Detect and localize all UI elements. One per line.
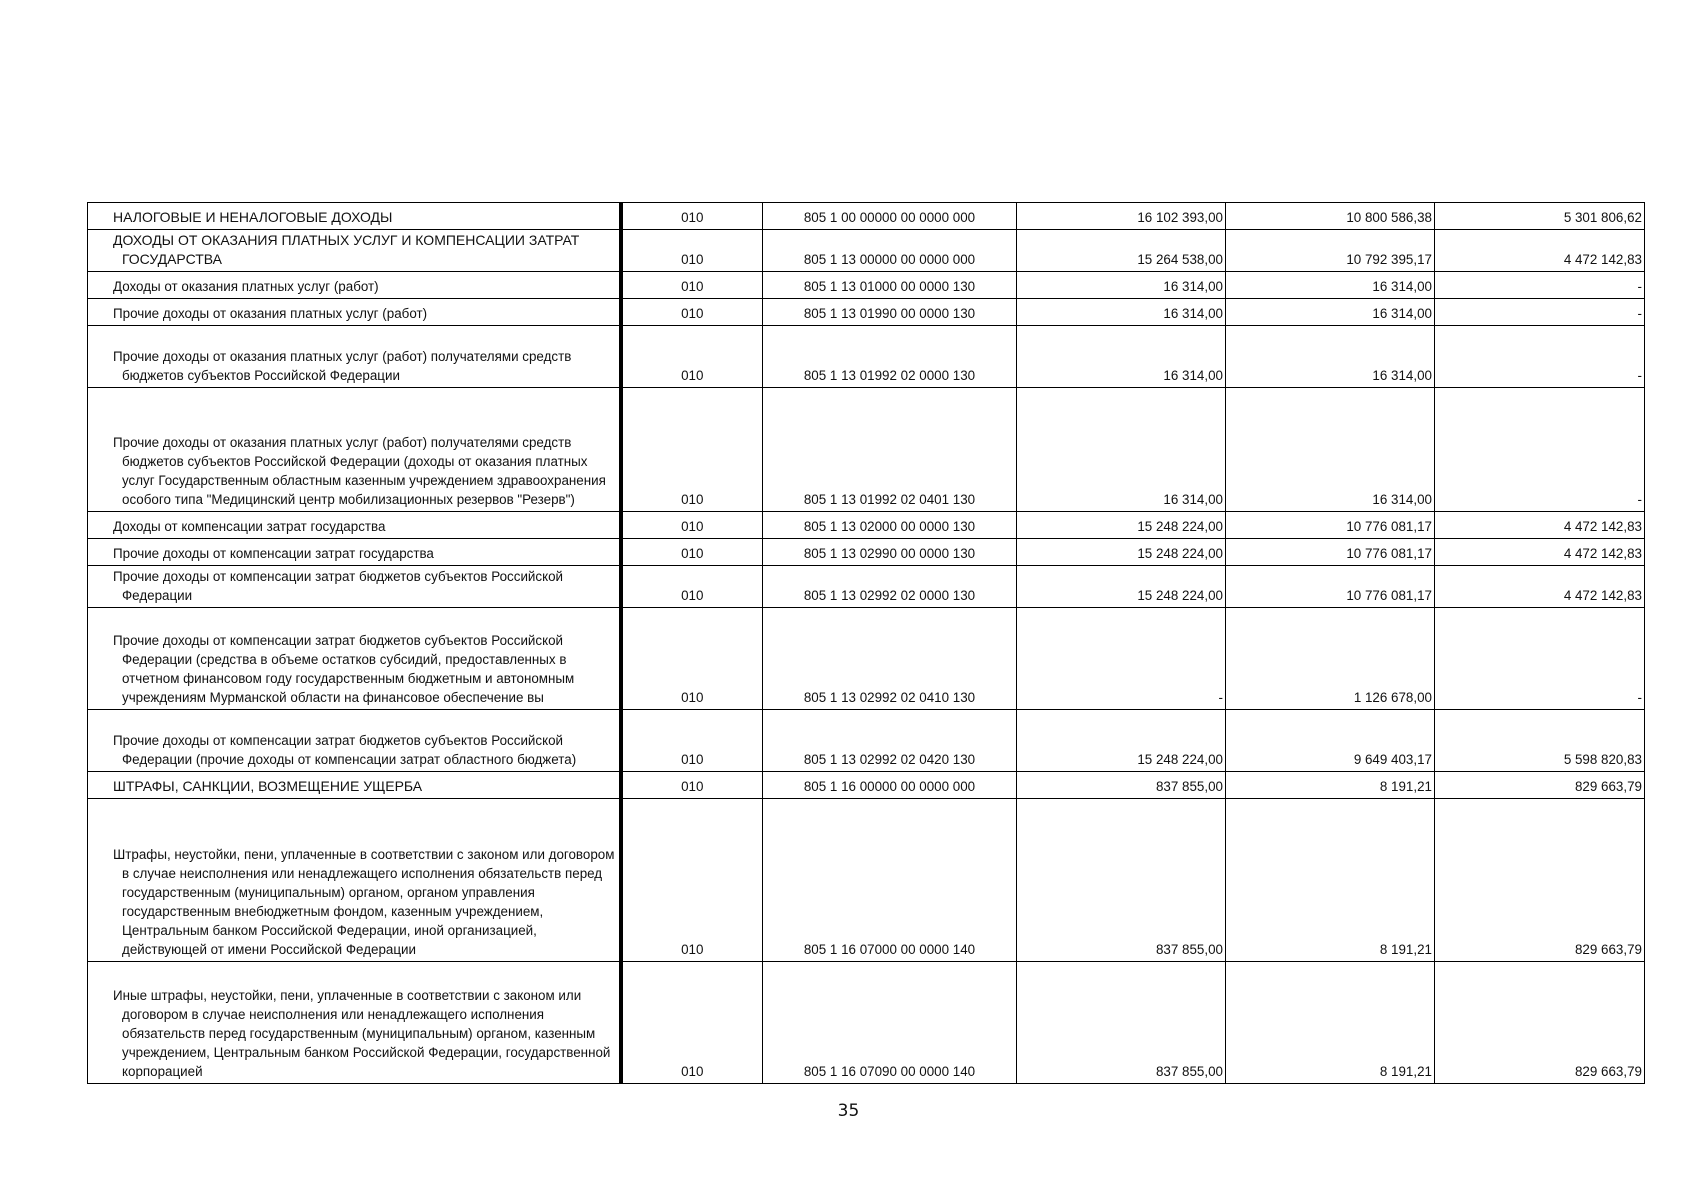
- row-executed: 16 314,00: [1226, 299, 1435, 326]
- row-code: 010: [621, 272, 763, 299]
- row-remaining: 4 472 142,83: [1435, 566, 1645, 608]
- row-executed: 1 126 678,00: [1226, 608, 1435, 710]
- row-kbk: 805 1 16 07090 00 0000 140: [763, 962, 1017, 1084]
- row-remaining: 4 472 142,83: [1435, 539, 1645, 566]
- row-executed: 16 314,00: [1226, 272, 1435, 299]
- row-code: 010: [621, 230, 763, 272]
- row-remaining: -: [1435, 299, 1645, 326]
- row-planned: 837 855,00: [1017, 799, 1226, 962]
- row-executed: 8 191,21: [1226, 962, 1435, 1084]
- row-executed: 16 314,00: [1226, 326, 1435, 388]
- row-remaining: -: [1435, 326, 1645, 388]
- row-kbk: 805 1 13 02992 02 0410 130: [763, 608, 1017, 710]
- table-row: [88, 299, 1645, 326]
- row-executed: 10 776 081,17: [1226, 539, 1435, 566]
- row-name: Доходы от компенсации затрат государства: [88, 512, 621, 539]
- row-code: 010: [621, 608, 763, 710]
- row-name: Иные штрафы, неустойки, пени, уплаченные в соответствии с законом или договором в случае неисполнения или ненадлежащего исполнения обязательств перед государственным (муниципальным) органом, казенным учреждением, Центральным банком Российской Федерации, государственной корпорацией: [88, 962, 621, 1084]
- row-planned: 15 248 224,00: [1017, 512, 1226, 539]
- row-executed: 16 314,00: [1226, 388, 1435, 512]
- row-remaining: -: [1435, 272, 1645, 299]
- table-row: [88, 962, 1645, 1084]
- table-row: [88, 230, 1645, 272]
- row-name: Прочие доходы от компенсации затрат государства: [88, 539, 621, 566]
- row-code: 010: [621, 799, 763, 962]
- row-name: Доходы от оказания платных услуг (работ): [88, 272, 621, 299]
- table-row: [88, 772, 1645, 799]
- row-planned: 837 855,00: [1017, 772, 1226, 799]
- table-row: [88, 608, 1645, 710]
- row-remaining: 829 663,79: [1435, 772, 1645, 799]
- row-remaining: -: [1435, 388, 1645, 512]
- row-remaining: 829 663,79: [1435, 962, 1645, 1084]
- row-remaining: 5 598 820,83: [1435, 710, 1645, 772]
- row-kbk: 805 1 13 02992 02 0420 130: [763, 710, 1017, 772]
- row-planned: 16 314,00: [1017, 272, 1226, 299]
- table-row: [88, 272, 1645, 299]
- table-row: [88, 326, 1645, 388]
- row-executed: 10 792 395,17: [1226, 230, 1435, 272]
- row-name: Прочие доходы от оказания платных услуг (работ) получателями средств бюджетов субъектов Российской Федерации (доходы от оказания платных услуг Государственным областным казенным учреждением здравоохранения особого типа "Медицинский центр мобилизационных резервов "Резерв"): [88, 388, 621, 512]
- row-remaining: 4 472 142,83: [1435, 512, 1645, 539]
- row-executed: 10 776 081,17: [1226, 566, 1435, 608]
- row-executed: 10 800 586,38: [1226, 203, 1435, 230]
- row-code: 010: [621, 326, 763, 388]
- row-planned: 837 855,00: [1017, 962, 1226, 1084]
- row-code: 010: [621, 388, 763, 512]
- row-name: НАЛОГОВЫЕ И НЕНАЛОГОВЫЕ ДОХОДЫ: [88, 203, 621, 230]
- row-executed: 10 776 081,17: [1226, 512, 1435, 539]
- row-kbk: 805 1 13 02000 00 0000 130: [763, 512, 1017, 539]
- row-kbk: 805 1 00 00000 00 0000 000: [763, 203, 1017, 230]
- row-code: 010: [621, 512, 763, 539]
- row-executed: 8 191,21: [1226, 772, 1435, 799]
- table-row: [88, 566, 1645, 608]
- row-name: ДОХОДЫ ОТ ОКАЗАНИЯ ПЛАТНЫХ УСЛУГ И КОМПЕНСАЦИИ ЗАТРАТ ГОСУДАРСТВА: [88, 230, 621, 272]
- row-name: ШТРАФЫ, САНКЦИИ, ВОЗМЕЩЕНИЕ УЩЕРБА: [88, 772, 621, 799]
- table-row: [88, 799, 1645, 962]
- row-remaining: 829 663,79: [1435, 799, 1645, 962]
- row-kbk: 805 1 13 01992 02 0000 130: [763, 326, 1017, 388]
- row-code: 010: [621, 710, 763, 772]
- row-kbk: 805 1 13 01990 00 0000 130: [763, 299, 1017, 326]
- row-kbk: 805 1 16 07000 00 0000 140: [763, 799, 1017, 962]
- row-code: 010: [621, 539, 763, 566]
- row-name: Прочие доходы от компенсации затрат бюджетов субъектов Российской Федерации: [88, 566, 621, 608]
- row-planned: 15 248 224,00: [1017, 710, 1226, 772]
- row-kbk: 805 1 13 01992 02 0401 130: [763, 388, 1017, 512]
- row-remaining: 5 301 806,62: [1435, 203, 1645, 230]
- row-remaining: -: [1435, 608, 1645, 710]
- row-kbk: 805 1 16 00000 00 0000 000: [763, 772, 1017, 799]
- row-name: Прочие доходы от оказания платных услуг (работ) получателями средств бюджетов субъектов Российской Федерации: [88, 326, 621, 388]
- row-planned: 16 314,00: [1017, 326, 1226, 388]
- row-name: Штрафы, неустойки, пени, уплаченные в соответствии с законом или договором в случае неисполнения или ненадлежащего исполнения обязательств перед государственным (муниципальным) органом, органом управления государственным внебюджетным фондом, казенным учреждением, Центральным банком Российской Федерации, иной организацией, действующей от имени Российской Федерации: [88, 799, 621, 962]
- row-executed: 8 191,21: [1226, 799, 1435, 962]
- row-kbk: 805 1 13 01000 00 0000 130: [763, 272, 1017, 299]
- row-code: 010: [621, 299, 763, 326]
- row-kbk: 805 1 13 02992 02 0000 130: [763, 566, 1017, 608]
- table-row: [88, 512, 1645, 539]
- row-code: 010: [621, 566, 763, 608]
- row-planned: 15 248 224,00: [1017, 566, 1226, 608]
- row-remaining: 4 472 142,83: [1435, 230, 1645, 272]
- row-code: 010: [621, 772, 763, 799]
- table-row: [88, 388, 1645, 512]
- row-kbk: 805 1 13 00000 00 0000 000: [763, 230, 1017, 272]
- page-number: 35: [837, 1101, 860, 1121]
- row-name: Прочие доходы от компенсации затрат бюджетов субъектов Российской Федерации (прочие доходы от компенсации затрат областного бюджета): [88, 710, 621, 772]
- table-row: [88, 203, 1645, 230]
- row-planned: 16 102 393,00: [1017, 203, 1226, 230]
- table-row: [88, 539, 1645, 566]
- budget-revenue-table: [87, 202, 1645, 1084]
- row-name: Прочие доходы от компенсации затрат бюджетов субъектов Российской Федерации (средства в объеме остатков субсидий, предоставленных в отчетном финансовом году государственным бюджетным и автономным учреждениям Мурманской области на финансовое обеспечение вы: [88, 608, 621, 710]
- row-planned: -: [1017, 608, 1226, 710]
- row-code: 010: [621, 962, 763, 1084]
- row-kbk: 805 1 13 02990 00 0000 130: [763, 539, 1017, 566]
- row-planned: 15 264 538,00: [1017, 230, 1226, 272]
- row-planned: 16 314,00: [1017, 388, 1226, 512]
- row-name: Прочие доходы от оказания платных услуг (работ): [88, 299, 621, 326]
- row-planned: 16 314,00: [1017, 299, 1226, 326]
- table-row: [88, 710, 1645, 772]
- row-planned: 15 248 224,00: [1017, 539, 1226, 566]
- row-code: 010: [621, 203, 763, 230]
- row-executed: 9 649 403,17: [1226, 710, 1435, 772]
